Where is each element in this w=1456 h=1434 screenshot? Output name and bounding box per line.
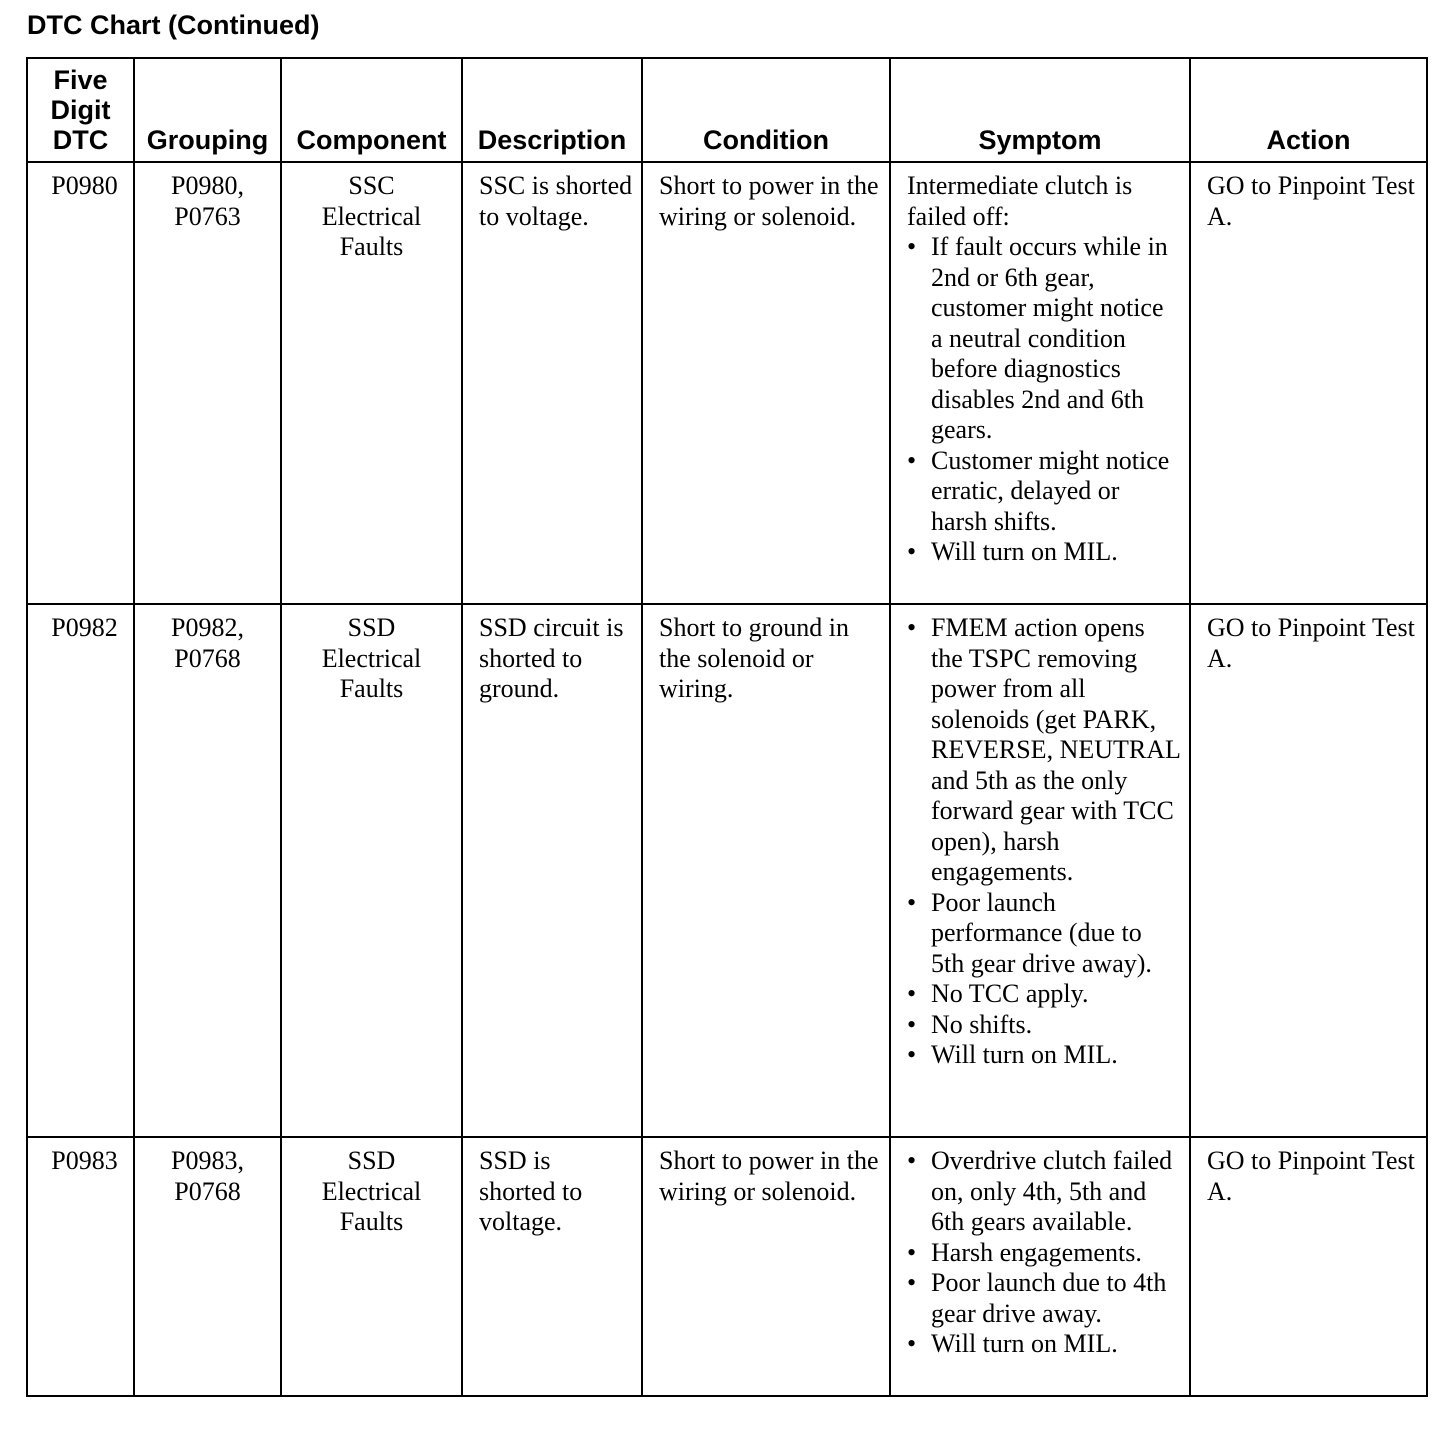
grouping-cell: P0980, P0763 <box>134 162 281 604</box>
description-cell: SSD circuit is shorted to ground. <box>462 604 642 1137</box>
symptom-cell <box>890 604 1190 1137</box>
action-cell: GO to Pinpoint Test A. <box>1190 162 1427 604</box>
dtc-code: P0982 <box>27 604 134 1137</box>
symptom-item: • Will turn on MIL. <box>907 1329 1181 1360</box>
header-action: Action <box>1190 58 1427 162</box>
description-cell: SSD is shorted to voltage. <box>462 1137 642 1396</box>
component-cell: SSD Electrical Faults <box>281 1137 462 1396</box>
table-row <box>27 1137 1427 1396</box>
header-grouping: Grouping <box>134 58 281 162</box>
header-condition: Condition <box>642 58 890 162</box>
header-description: Description <box>462 58 642 162</box>
symptom-cell <box>890 1137 1190 1396</box>
component-cell: SSC Electrical Faults <box>281 162 462 604</box>
header-row <box>27 58 1427 162</box>
symptom-item: • If fault occurs while in 2nd or 6th gear, customer might notice a neutral condition before diagnostics disables 2nd and 6th gears. <box>907 232 1181 446</box>
table-row <box>27 162 1427 604</box>
symptom-item: • Customer might notice erratic, delayed or harsh shifts. <box>907 446 1181 538</box>
symptom-item: • Will turn on MIL. <box>907 1040 1181 1071</box>
symptom-item: • No shifts. <box>907 1010 1181 1041</box>
symptom-list <box>907 613 1181 1071</box>
component-cell: SSD Electrical Faults <box>281 604 462 1137</box>
grouping-cell: P0982, P0768 <box>134 604 281 1137</box>
header-five-digit-dtc: Five Digit DTC <box>27 58 134 162</box>
symptom-intro: Intermediate clutch is failed off: <box>907 171 1133 231</box>
symptom-item: • Harsh engagements. <box>907 1238 1181 1269</box>
dtc-chart-table <box>26 57 1428 1397</box>
symptom-cell <box>890 162 1190 604</box>
dtc-code: P0983 <box>27 1137 134 1396</box>
symptom-item: • Will turn on MIL. <box>907 537 1181 568</box>
symptom-list <box>907 232 1181 568</box>
symptom-item: • No TCC apply. <box>907 979 1181 1010</box>
condition-cell: Short to power in the wiring or solenoid. <box>642 1137 890 1396</box>
symptom-item: • Poor launch due to 4th gear drive away. <box>907 1268 1181 1329</box>
symptom-list <box>907 1146 1181 1360</box>
condition-cell: Short to ground in the solenoid or wiring. <box>642 604 890 1137</box>
description-cell: SSC is shorted to voltage. <box>462 162 642 604</box>
symptom-item: • FMEM action opens the TSPC removing power from all solenoids (get PARK, REVERSE, NEUTRAL and 5th as the only forward gear with TCC open), harsh engagements. <box>907 613 1181 888</box>
symptom-item: • Poor launch performance (due to 5th gear drive away). <box>907 888 1181 980</box>
header-component: Component <box>281 58 462 162</box>
dtc-code: P0980 <box>27 162 134 604</box>
action-cell: GO to Pinpoint Test A. <box>1190 604 1427 1137</box>
action-cell: GO to Pinpoint Test A. <box>1190 1137 1427 1396</box>
symptom-item: • Overdrive clutch failed on, only 4th, 5th and 6th gears available. <box>907 1146 1181 1238</box>
table-row <box>27 604 1427 1137</box>
grouping-cell: P0983, P0768 <box>134 1137 281 1396</box>
page-title: DTC Chart (Continued) <box>27 10 320 40</box>
condition-cell: Short to power in the wiring or solenoid. <box>642 162 890 604</box>
header-symptom: Symptom <box>890 58 1190 162</box>
